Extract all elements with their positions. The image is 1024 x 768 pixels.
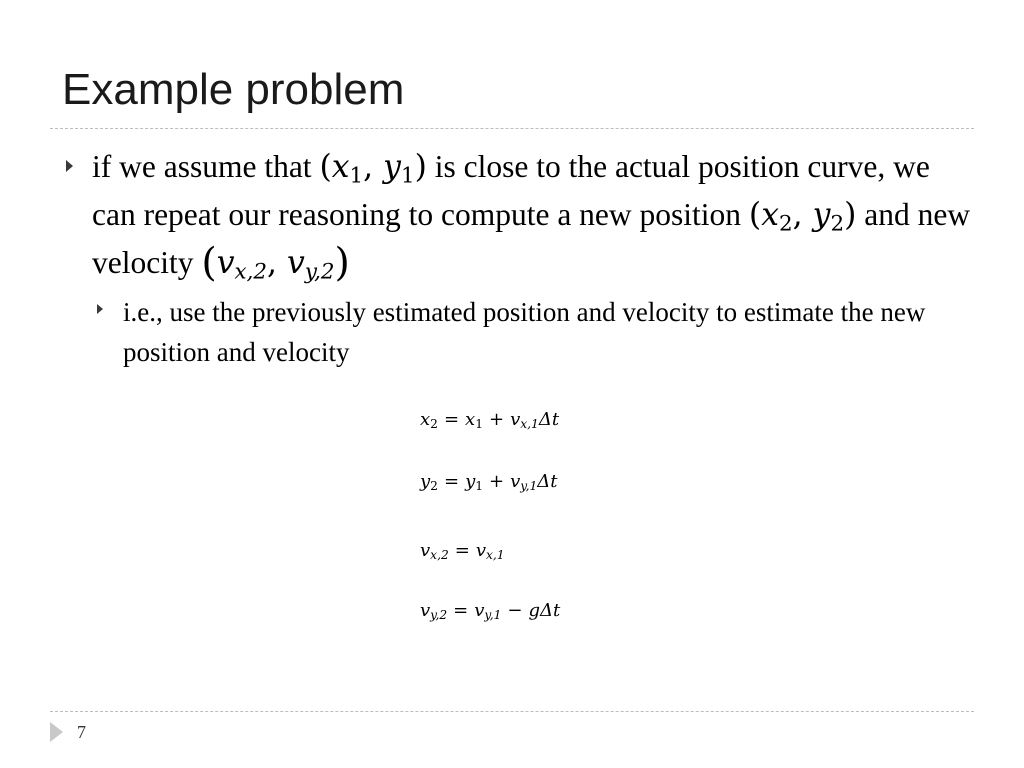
equation-x2: $x_2 = x_1 + v_{x,1}\Delta t$ [420, 409, 560, 432]
equation-vy2: $v_{y,2} = v_{y,1} - g\Delta t$ [420, 600, 561, 623]
bullet-point-2: i.e., use the previously estimated position and velocity to estimate the new position and velocity [123, 297, 926, 367]
sub-bullet-arrow-icon [97, 304, 103, 314]
equation-y2: $y_2 = y_1 + v_{y,1}\Delta t$ [420, 471, 558, 494]
equation-vx2: $v_{x,2} = v_{x,1}$ [420, 540, 505, 563]
footer-arrow-icon [50, 722, 63, 742]
bullet-point-1: if we assume that ($x_1$, $y_1$) is close to the actual position curve, we can repeat our reasoning to compute a new position ($x_2$, $y_2$) and new velocity ($v_{x,2}$, $v_{y,2}$) [92, 149, 971, 286]
slide-number: 7 [77, 722, 86, 742]
footer-divider [50, 711, 974, 712]
title-divider [50, 128, 974, 129]
bullet-arrow-icon [66, 160, 73, 172]
slide-title: Example problem [62, 65, 405, 114]
